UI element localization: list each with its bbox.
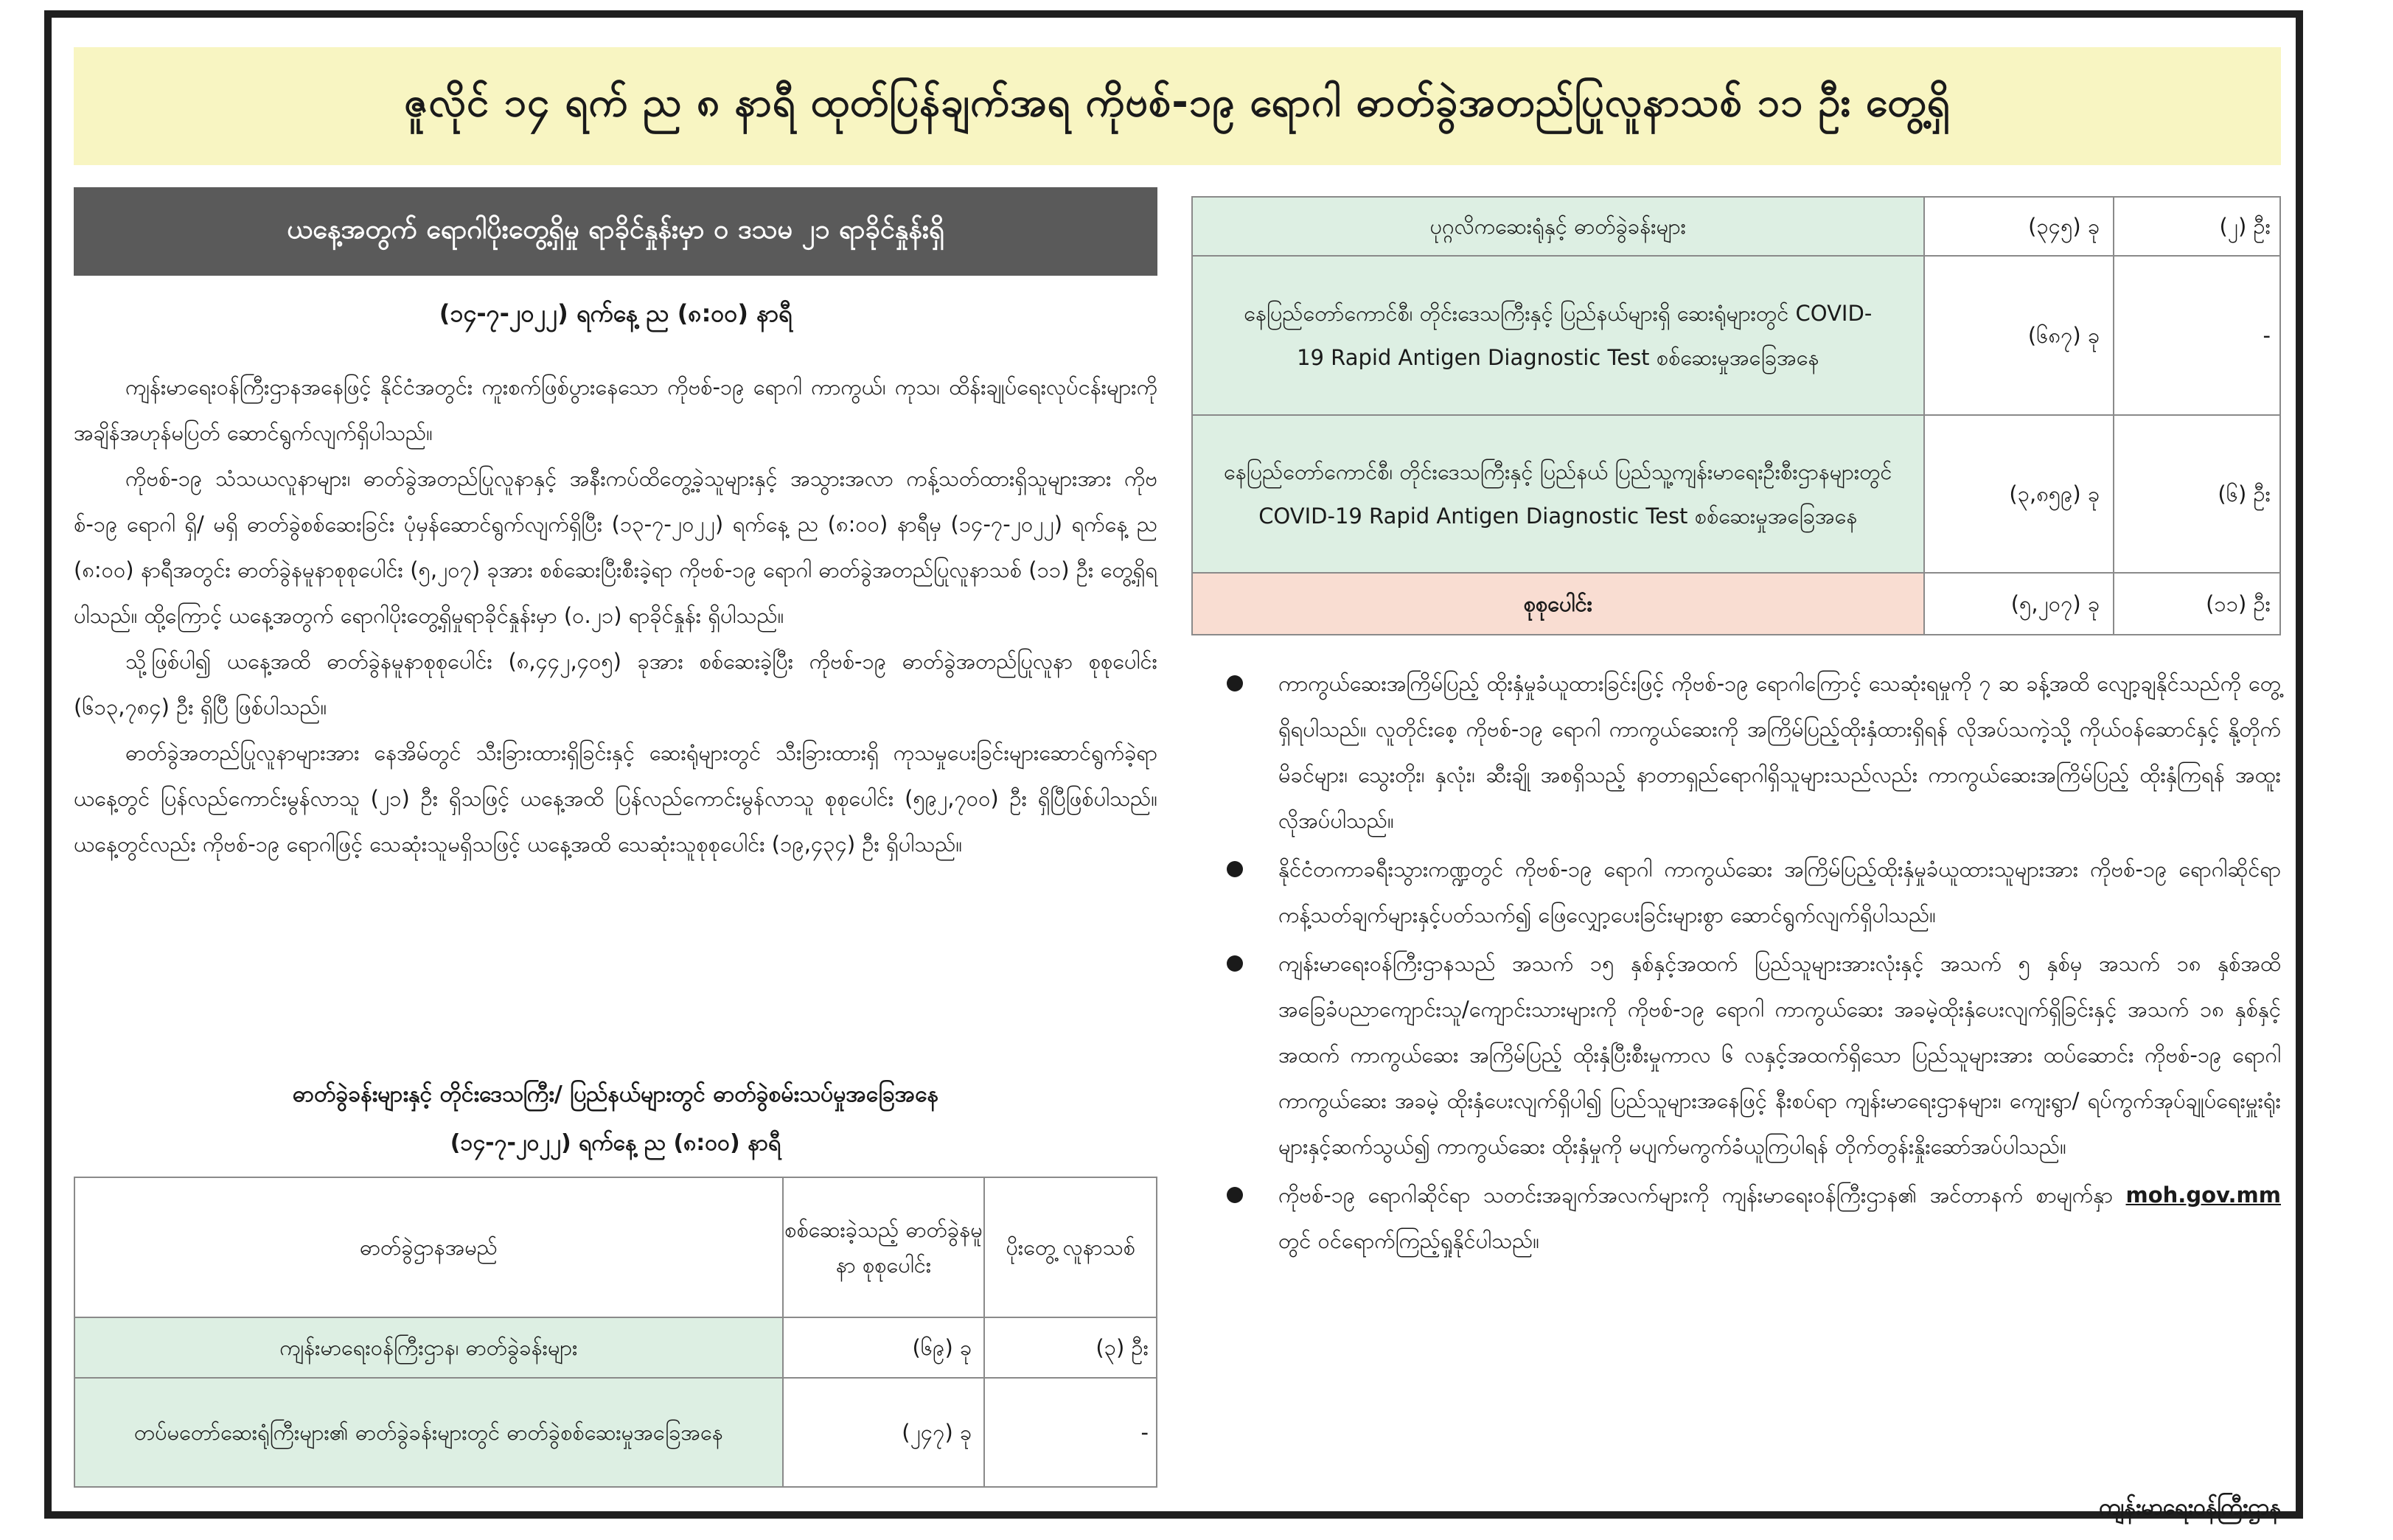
column-header: စစ်ဆေးခဲ့သည့် ဓာတ်ခွဲနမူနာ စုစုပေါင်း [783,1177,985,1317]
paragraph: သို့ဖြစ်ပါ၍ ယနေ့အထိ ဓာတ်ခွဲနမူနာစုစုပေါင်း (၈,၄၄၂,၄၀၅) ခုအား စစ်ဆေးခဲ့ပြီး ကိုဗစ်-၁၉ ဓာတ်ခွဲအတည်ပြုလူနာ စုစုပေါင်း (၆၁၃,၇၈၄) ဦး ရှိပြီ ဖြစ်ပါသည်။ [74,649,1157,720]
table-row [1192,256,2280,415]
column-header: ပိုးတွေ့ လူနာသစ် [984,1177,1157,1317]
bullet-list [1227,661,2281,1267]
positive-count: - [2114,256,2280,415]
title-banner [74,47,2281,165]
page-title: ဇူလိုင် ၁၄ ရက် ည ၈ နာရီ ထုတ်ပြန်ချက်အရ ကိုဗစ်-၁၉ ရောဂါ ဓာတ်ခွဲအတည်ပြုလူနာသစ် ၁၁ ဦး တွေ့ရှိ [404,78,1951,125]
table-header-row [74,1177,1157,1317]
bullet-text: ကာကွယ်ဆေးအကြိမ်ပြည့် ထိုးနှံမှုခံယူထားခြင်းဖြင့် ကိုဗစ်-၁၉ ရောဂါကြောင့် သေဆုံးရမှုကို ၇ ဆ ခန့်အထိ လျော့ချနိုင်သည်ကို တွေ့ရှိရပါသည်။ လူတိုင်းစေ့ ကိုဗစ်-၁၉ ရောဂါ ကာကွယ်ဆေးကို အကြိမ်ပြည့်ထိုးနှံထားရှိရန် လိုအပ်သကဲ့သို့ ကိုယ်ဝန်ဆောင်နှင့် နို့တိုက်မိခင်များ၊ သွေးတိုး၊ နှလုံး၊ ဆီးချို အစရှိသည့် နာတာရှည်ရောဂါရှိသူများသည်လည်း ကာကွယ်ဆေးအကြိမ်ပြည့် ထိုးနှံကြရန် အထူးလိုအပ်ပါသည်။ [1278,671,2281,833]
total-label: စုစုပေါင်း [1192,573,1924,635]
section-title: ဓာတ်ခွဲခန်းများနှင့် တိုင်းဒေသကြီး/ ပြည်နယ်များတွင် ဓာတ်ခွဲစမ်းသပ်မှုအခြေအနေ [292,1081,939,1107]
list-item [1227,661,2281,843]
signature: ကျန်းမာရေးဝန်ကြီးဌာန [2099,1494,2281,1520]
lab-name: ကျန်းမာရေးဝန်ကြီးဌာန၊ ဓာတ်ခွဲခန်းများ [74,1317,783,1378]
samples-count: (၃၄၅) ခု [1924,197,2114,256]
document-frame [44,10,2303,1519]
bullet-icon [1227,861,1243,877]
lab-name: နေပြည်တော်ကောင်စီ၊ တိုင်းဒေသကြီးနှင့် ပြည်နယ်များရှိ ဆေးရုံများတွင် COVID-19 Rapid Antigen Diagnostic Test စစ်ဆေးမှုအခြေအနေ [1192,256,1924,415]
paragraph: ကျန်းမာရေးဝန်ကြီးဌာနအနေဖြင့် နိုင်ငံအတွင်း ကူးစက်ဖြစ်ပွားနေသော ကိုဗစ်-၁၉ ရောဂါ ကာကွယ်၊ ကုသ၊ ထိန်းချုပ်ရေးလုပ်ငန်းများကို အချိန်အဟုန်မပြတ် ဆောင်ရွက်လျက်ရှိပါသည်။ [74,374,1157,445]
bullet-icon [1227,955,1243,972]
bullet-text: နိုင်ငံတကာခရီးသွားကဏ္ဍတွင် ကိုဗစ်-၁၉ ရောဂါ ကာကွယ်ဆေး အကြိမ်ပြည့်ထိုးနှံမှုခံယူထားသူများအား ကိုဗစ်-၁၉ ရောဂါဆိုင်ရာ ကန့်သတ်ချက်များနှင့်ပတ်သက်၍ ဖြေလျှော့ပေးခြင်းများစွာ ဆောင်ရွက်လျက်ရှိပါသည်။ [1278,857,2281,927]
positive-count: - [984,1378,1157,1487]
table-row [1192,197,2280,256]
total-positive: (၁၁) ဦး [2114,573,2280,635]
paragraph: ကိုဗစ်-၁၉ သံသယလူနာများ၊ ဓာတ်ခွဲအတည်ပြုလူနာနှင့် အနီးကပ်ထိတွေ့ခဲ့သူများနှင့် အသွားအလာ ကန့်သတ်ထားရှိသူများအား ကိုဗစ်-၁၉ ရောဂါ ရှိ/ မရှိ ဓာတ်ခွဲစစ်ဆေးခြင်း ပုံမှန်ဆောင်ရွက်လျက်ရှိပြီး (၁၃-၇-၂၀၂၂) ရက်နေ့ ည (၈:၀၀) နာရီမှ (၁၄-၇-၂၀၂၂) ရက်နေ့ ည (၈:၀၀) နာရီအတွင်း ဓာတ်ခွဲနမူနာစုစုပေါင်း (၅,၂၀၇) ခုအား စစ်ဆေးပြီးစီးခဲ့ရာ ကိုဗစ်-၁၉ ရောဂါ ဓာတ်ခွဲအတည်ပြုလူနာသစ် (၁၁) ဦး တွေ့ရှိရပါသည်။ ထို့ကြောင့် ယနေ့အတွက် ရောဂါပိုးတွေ့ရှိမှုရာခိုင်နှုန်းမှာ (၀.၂၁) ရာခိုင်နှုန်း ရှိပါသည်။ [74,466,1157,628]
lab-name: တပ်မတော်ဆေးရုံကြီးများ၏ ဓာတ်ခွဲခန်းများတွင် ဓာတ်ခွဲစစ်ဆေးမှုအခြေအနေ [74,1378,783,1487]
total-row [1192,573,2280,635]
lab-name: ပုဂ္ဂလိကဆေးရုံနှင့် ဓာတ်ခွဲခန်းများ [1192,197,1924,256]
samples-count: (၃,၈၅၉) ခု [1924,415,2114,573]
subtitle-banner [74,187,1157,276]
section-date: (၁၄-၇-၂၀၂၂) ရက်နေ့ ည (၈:၀၀) နာရီ [450,1130,781,1156]
column-header: ဓာတ်ခွဲဌာနအမည် [74,1177,783,1317]
list-item [1227,941,2281,1169]
region-table [1191,196,2281,635]
positive-count: (၃) ဦး [984,1317,1157,1378]
bullet-text: တွင် ဝင်ရောက်ကြည့်ရှုနိုင်ပါသည်။ [1278,1228,1540,1253]
list-item [1227,1172,2281,1264]
bullet-icon [1227,675,1243,691]
table-row [1192,415,2280,573]
positive-count: (၆) ဦး [2114,415,2280,573]
table-row [74,1317,1157,1378]
bullet-text: ကိုဗစ်-၁၉ ရောဂါဆိုင်ရာ သတင်းအချက်အလက်များကို ကျန်းမာရေးဝန်ကြီးဌာန၏ အင်တာနက် စာမျက်နှာ [1278,1182,2126,1208]
samples-count: (၂၄၇) ခု [783,1378,985,1487]
bullet-icon [1227,1187,1243,1203]
moh-website-link[interactable]: moh.gov.mm [2125,1182,2281,1208]
total-samples: (၅,၂၀၇) ခု [1924,573,2114,635]
list-item [1227,846,2281,938]
lab-table [74,1177,1157,1488]
samples-count: (၆၉) ခု [783,1317,985,1378]
subtitle: ယနေ့အတွက် ရောဂါပိုးတွေ့ရှိမှု ရာခိုင်နှုန်းမှာ ၀ ဒသမ ၂၁ ရာခိုင်နှုန်းရှိ [287,215,944,245]
samples-count: (၆၈၇) ခု [1924,256,2114,415]
lab-name: နေပြည်တော်ကောင်စီ၊ တိုင်းဒေသကြီးနှင့် ပြည်နယ် ပြည်သူ့ကျန်းမာရေးဦးစီးဌာနများတွင် COVID-19 Rapid Antigen Diagnostic Test စစ်ဆေးမှုအခြေအနေ [1192,415,1924,573]
body-text [74,364,1157,867]
table-row [74,1378,1157,1487]
positive-count: (၂) ဦး [2114,197,2280,256]
bullet-text: ကျန်းမာရေးဝန်ကြီးဌာနသည် အသက် ၁၅ နှစ်နှင့်အထက် ပြည်သူများအားလုံးနှင့် အသက် ၅ နှစ်မှ အသက် ၁၈ နှစ်အထိ အခြေခံပညာကျောင်းသူ/ကျောင်းသားများကို ကိုဗစ်-၁၉ ရောဂါ ကာကွယ်ဆေး အခမဲ့ထိုးနှံပေးလျက်ရှိခြင်းနှင့် အသက် ၁၈ နှစ်နှင့်အထက် ကာကွယ်ဆေး အကြိမ်ပြည့် ထိုးနှံပြီးစီးမှုကာလ ၆ လနှင့်အထက်ရှိသော ပြည်သူများအား ထပ်ဆောင်း ကိုဗစ်-၁၉ ရောဂါ ကာကွယ်ဆေး အခမဲ့ ထိုးနှံပေးလျက်ရှိပါ၍ ပြည်သူများအနေဖြင့် နီးစပ်ရာ ကျန်းမာရေးဌာနများ၊ ကျေးရွာ/ ရပ်ကွက်အုပ်ချုပ်ရေးမှူးရုံးများနှင့်ဆက်သွယ်၍ ကာကွယ်ဆေး ထိုးနှံမှုကို မပျက်မကွက်ခံယူကြပါရန် တိုက်တွန်းနှိုးဆော်အပ်ပါသည်။ [1278,951,2281,1159]
report-date: (၁၄-၇-၂၀၂၂) ရက်နေ့ ည (၈:၀၀) နာရီ [439,299,793,327]
paragraph: ဓာတ်ခွဲအတည်ပြုလူနာများအား နေအိမ်တွင် သီးခြားထားရှိခြင်းနှင့် ဆေးရုံများတွင် သီးခြားထားရှိ ကုသမှုပေးခြင်းများဆောင်ရွက်ခဲ့ရာ ယနေ့တွင် ပြန်လည်ကောင်းမွန်လာသူ (၂၁) ဦး ရှိသဖြင့် ယနေ့အထိ ပြန်လည်ကောင်းမွန်လာသူ စုစုပေါင်း (၅၉၂,၇၀၀) ဦး ရှိပြီဖြစ်ပါသည်။ ယနေ့တွင်လည်း ကိုဗစ်-၁၉ ရောဂါဖြင့် သေဆုံးသူမရှိသဖြင့် ယနေ့အထိ သေဆုံးသူစုစုပေါင်း (၁၉,၄၃၄) ဦး ရှိပါသည်။ [74,740,1157,857]
